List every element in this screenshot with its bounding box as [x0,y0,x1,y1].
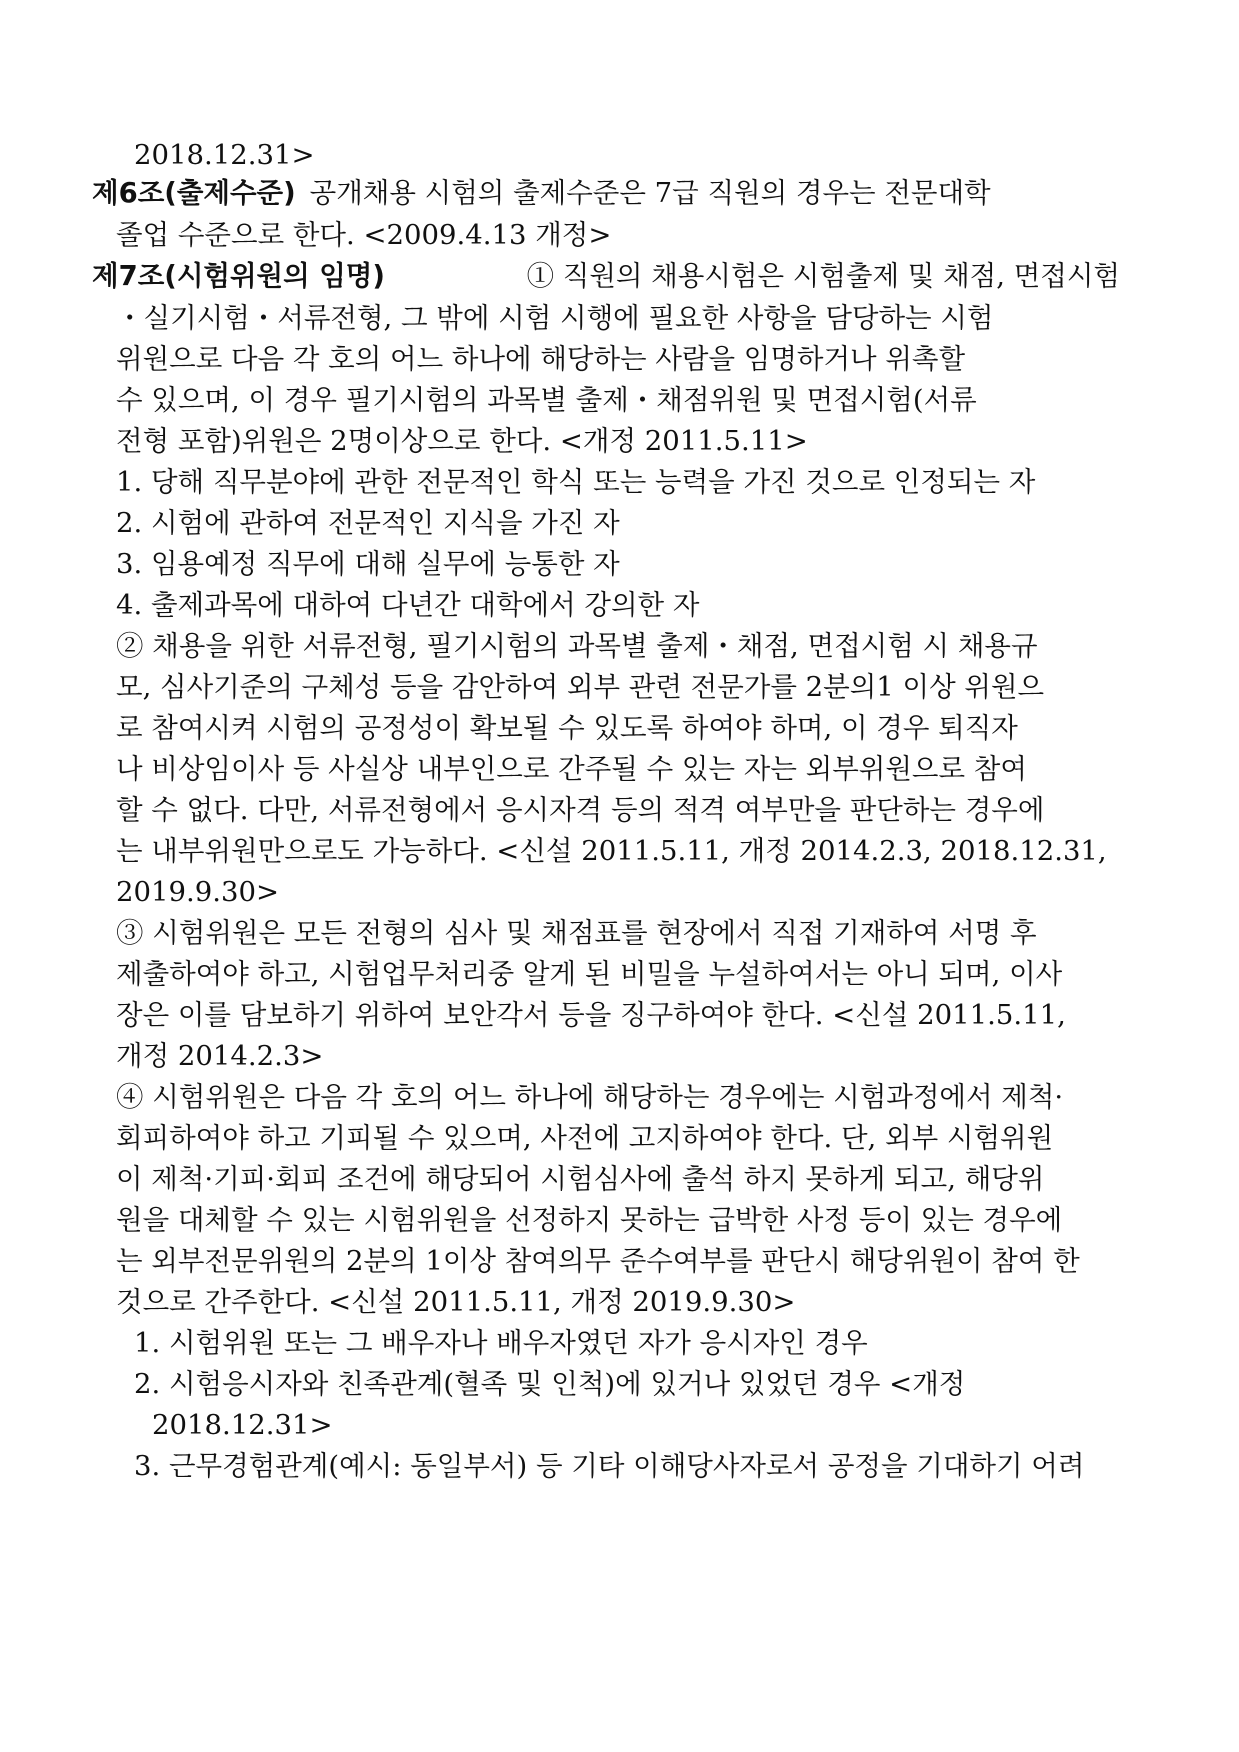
article-7-para4-line: 원을 대체할 수 있는 시험위원을 선정하지 못하는 급박한 사정 등이 있는 경우에 [116,1204,1063,1236]
article-7-para4-line: 것으로 간주한다. <신설 2011.5.11, 개정 2019.9.30> [116,1286,796,1318]
article-7-para3-line: 제출하여야 하고, 시험업무처리중 알게 된 비밀을 누설하여서는 아니 되며, 이사 [116,958,1063,990]
list-item: 1. 시험위원 또는 그 배우자나 배우자였던 자가 응시자인 경우 [134,1327,868,1359]
article-7-para3-line: 개정 2014.2.3> [116,1040,324,1072]
list-item: 3. 근무경험관계(예시: 동일부서) 등 기타 이해당사자로서 공정을 기대하기 어려 [134,1450,1085,1482]
article-7-first-line [92,260,1120,292]
article-7-para1-line: 수 있으며, 이 경우 필기시험의 과목별 출제・채점위원 및 면접시험(서류 [116,384,977,416]
article-6-body: 공개채용 시험의 출제수준은 7급 직원의 경우는 전문대학 [309,177,991,209]
article-7-para4-line: 는 외부전문위원의 2분의 1이상 참여의무 준수여부를 판단시 해당위원이 참여 한 [116,1245,1080,1277]
list-item: 1. 당해 직무분야에 관한 전문적인 학식 또는 능력을 가진 것으로 인정되는 자 [116,466,1036,498]
article-7-para2-line: 2019.9.30> [116,876,279,908]
article-6-line-2: 졸업 수준으로 한다. <2009.4.13 개정> [116,219,612,251]
article-7-para4-line: 회피하여야 하고 기피될 수 있으며, 사전에 고지하여야 한다. 단, 외부 시험위원 [116,1122,1054,1154]
article-7-para3-line: ③ 시험위원은 모든 전형의 심사 및 채점표를 현장에서 직접 기재하여 서명 후 [116,917,1037,949]
article-7-body: ① 직원의 채용시험은 시험출제 및 채점, 면접시험 [526,260,1120,292]
article-7-para2-line: 로 참여시켜 시험의 공정성이 확보될 수 있도록 하여야 하며, 이 경우 퇴직자 [116,712,1018,744]
article-7-para2-line: 나 비상임이사 등 사실상 내부인으로 간주될 수 있는 자는 외부위원으로 참여 [116,753,1027,785]
article-7-para4-line: 이 제척·기피·회피 조건에 해당되어 시험심사에 출석 하지 못하게 되고, 해당위 [116,1163,1045,1195]
article-7-para2-line: 는 내부위원만으로도 가능하다. <신설 2011.5.11, 개정 2014.2.3, 2018.12.31, [116,835,1107,867]
article-7-para2-line: 모, 심사기준의 구체성 등을 감안하여 외부 관련 전문가를 2분의1 이상 위원으 [116,671,1045,703]
article-7-para1-line: 전형 포함)위원은 2명이상으로 한다. <개정 2011.5.11> [116,425,808,457]
article-7-para1-line: 위원으로 다음 각 호의 어느 하나에 해당하는 사람을 임명하거나 위촉할 [116,343,966,375]
article-7-para2-line: 할 수 없다. 다만, 서류전형에서 응시자격 등의 적격 여부만을 판단하는 경우에 [116,794,1045,826]
article-7-para3-line: 장은 이를 담보하기 위하여 보안각서 등을 징구하여야 한다. <신설 2011.5.11, [116,999,1066,1031]
article-7-heading: 제7조(시험위원의 임명) [92,260,385,292]
list-item: 2. 시험응시자와 친족관계(혈족 및 인척)에 있거나 있었던 경우 <개정 [134,1368,966,1400]
article-7-para1-line: ・실기시험・서류전형, 그 밖에 시험 시행에 필요한 사항을 담당하는 시험 [116,302,994,334]
article-6-heading: 제6조(출제수준) [92,177,296,209]
list-item: 3. 임용예정 직무에 대해 실무에 능통한 자 [116,548,620,580]
article-6-first-line [92,177,1120,209]
article-7-para2-line: ② 채용을 위한 서류전형, 필기시험의 과목별 출제・채점, 면접시험 시 채용규 [116,630,1038,662]
list-item: 4. 출제과목에 대하여 다년간 대학에서 강의한 자 [116,589,700,621]
article-7-para4-line: ④ 시험위원은 다음 각 호의 어느 하나에 해당하는 경우에는 시험과정에서 제척· [116,1081,1064,1113]
list-item-continuation: 2018.12.31> [152,1409,333,1441]
previous-article-tail: 2018.12.31> [134,139,315,171]
list-item: 2. 시험에 관하여 전문적인 지식을 가진 자 [116,507,620,539]
